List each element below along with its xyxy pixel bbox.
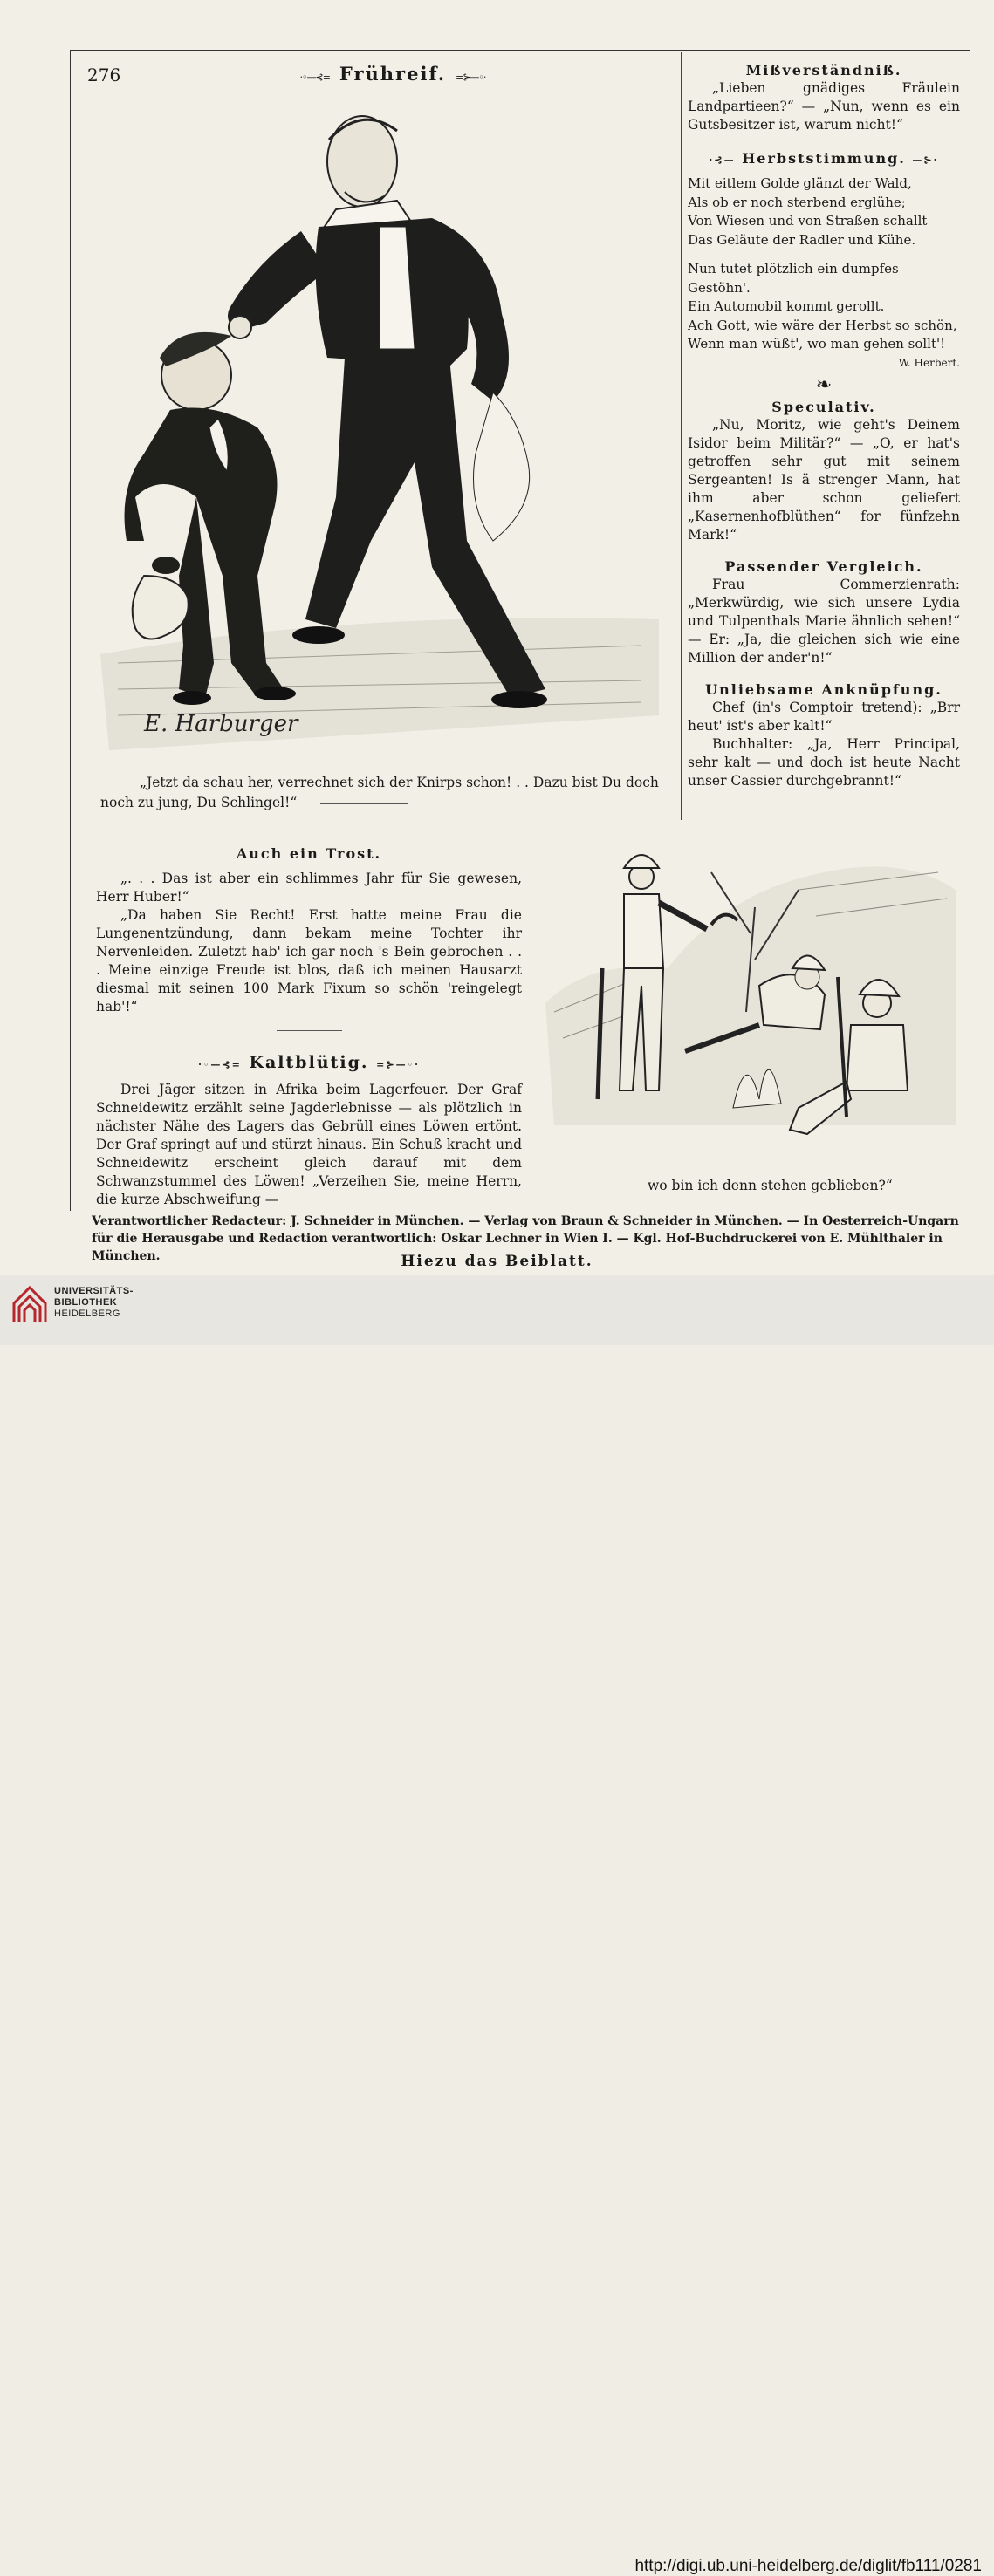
kaltbluetig-section — [96, 1054, 522, 1209]
missverstaendniss-text: „Lieben gnädiges Fräulein Landpartieen?“ — „Nun, wenn es ein Gutsbesitzer ist, warum nicht!“ — [688, 80, 960, 133]
speculativ-text: „Nu, Moritz, wie geht's Deinem Isidor beim Militär?“ — „O, er hat's getroffen sehr gut mit seinem Sergeanten! Is ä strenger Mann, hat ihm aber schon geliefert „Kasernenhofblüthen“ for fünfzehn Mark!“ — [688, 416, 960, 543]
library-name-line-3: HEIDELBERG — [54, 1308, 120, 1319]
anknuepfung-text-2: Buchhalter: „Ja, Herr Principal, sehr kalt — und doch ist heute Nacht unser Cassier durchgebrannt!“ — [688, 735, 960, 789]
hunting-caption: wo bin ich denn stehen geblieben?“ — [648, 1178, 893, 1193]
vergleich-text: Frau Commerzienrath: „Merkwürdig, wie sich unsere Lydia und Tulpenthals Marie ähnlich sehen!“ — Er: „Ja, die gleichen sich wie eine Million der ander'n!“ — [688, 576, 960, 666]
page-title-row — [262, 65, 524, 86]
page-title: Frühreif. — [339, 63, 447, 85]
ornament-right: —⊱· — [912, 154, 939, 166]
poem-line: Als ob er noch sterbend erglühe; — [688, 194, 906, 210]
kaltbluetig-title-text: Kaltblütig. — [249, 1053, 369, 1072]
section-title-kaltbluetig — [96, 1054, 522, 1074]
divider — [277, 1030, 342, 1031]
main-caption-line2 — [100, 794, 449, 812]
library-logo-icon — [10, 1284, 49, 1326]
trost-paragraph-1: „. . . Das ist aber ein schlimmes Jahr für Sie gewesen, Herr Huber!“ — [96, 871, 522, 905]
artist-signature: E. Harburger — [144, 711, 298, 737]
section-title-herbststimmung — [688, 149, 960, 169]
library-name — [54, 1286, 134, 1320]
poem-line: Nun tutet plötzlich ein dumpfes Gestöhn'. — [688, 261, 899, 296]
section-title-trost: Auch ein Trost. — [236, 845, 382, 862]
section-title-vergleich: Passender Vergleich. — [724, 557, 923, 575]
anknuepfung-text-1: Chef (in's Comptoir tretend): „Brr heut' ist's aber kalt!“ — [688, 699, 960, 734]
section-title-anknuepfung: Unliebsame Anknüpfung. — [705, 680, 943, 698]
section-title-missverstaendniss: Mißverständniß. — [745, 62, 902, 79]
poem-author: W. Herbert. — [898, 356, 960, 369]
imprint-line-1: Verantwortlicher Redacteur: J. Schneider in München. — Verlag von Braun & Schneider in München. — In Oesterreich-Ungarn — [92, 1214, 959, 1228]
trost-paragraph-2: „Da haben Sie Recht! Erst hatte meine Frau die Lungenentzündung, dann bekam meine Tochter ihr Nervenleiden. Zuletzt hab' ich gar noch 's Bein gebrochen . . . Meine einzige Freude ist blos, daß ich meinen Hausarzt diesmal mit seinen 100 Mark Fixum so schön 'reingelegt hab'!“ — [96, 907, 522, 1015]
ornament-left: ·◦—⊰= — [198, 1059, 242, 1070]
ornament-right: =⊱—◦· — [376, 1059, 420, 1070]
herbststimmung-poem — [688, 174, 960, 354]
poem-line: Von Wiesen und von Straßen schallt — [688, 213, 928, 229]
library-footer-bar — [0, 1275, 994, 2575]
divider — [320, 803, 408, 804]
leaf-ornament-icon: ❧ — [815, 373, 833, 396]
library-name-line-2: BIBLIOTHEK — [54, 1297, 118, 1308]
poem-line: Ein Automobil kommt gerollt. — [688, 298, 885, 314]
right-column — [688, 61, 960, 802]
kaltbluetig-text: Drei Jäger sitzen in Afrika beim Lagerfeuer. Der Graf Schneidewitz erzählt seine Jagderlebnisse — als plötzlich in nächster Nähe des Lagers das Gebrüll eines Löwen ertönt. Der Graf springt auf und stürzt hinaus. Ein Schuß kracht und Schneidewitz erscheint gleich darauf mit dem Schwanzstummel des Löwen! „Verzeihen Sie, meine Herrn, die kurze Abschweifung — — [96, 1082, 522, 1207]
ornament-left: ·⊰— — [709, 154, 736, 166]
main-caption-line1: „Jetzt da schau her, verrechnet sich der Knirps schon! . . Dazu bist Du doch — [140, 775, 659, 790]
poem-line: Das Geläute der Radler und Kühe. — [688, 231, 916, 248]
poem-line: Ach Gott, wie wäre der Herbst so schön, — [688, 317, 957, 333]
column-separator — [681, 52, 682, 820]
poem-line: Wenn man wüßt', wo man gehen sollt'! — [688, 336, 946, 352]
ornament-right: =⊱—◦· — [456, 72, 486, 83]
trost-section — [96, 844, 522, 1036]
library-name-line-1: UNIVERSITÄTS- — [54, 1286, 134, 1296]
page-number: 276 — [87, 65, 121, 85]
digital-library-url-link[interactable]: http://digi.ub.uni-heidelberg.de/diglit/fb111/0281 — [634, 2557, 982, 2575]
imprint-line-2: für die Herausgabe und Redaction verantwortlich: Oskar Lechner in Wien I. — Kgl. Hof-Buchdruckerei von E. Mühlthaler in München. — [92, 1232, 943, 1263]
herbststimmung-title-text: Herbststimmung. — [742, 150, 906, 167]
section-title-speculativ: Speculativ. — [771, 398, 876, 415]
hunting-illustration — [537, 837, 964, 1160]
supplement-note: Hiezu das Beiblatt. — [401, 1253, 593, 1270]
ornament-left: ·◦—⊰= — [299, 72, 330, 83]
poem-line: Mit eitlem Golde glänzt der Wald, — [688, 175, 912, 191]
main-caption-line2-text: noch zu jung, Du Schlingel!“ — [100, 795, 298, 810]
scanned-page — [0, 0, 994, 1275]
main-cartoon-illustration — [83, 87, 676, 776]
